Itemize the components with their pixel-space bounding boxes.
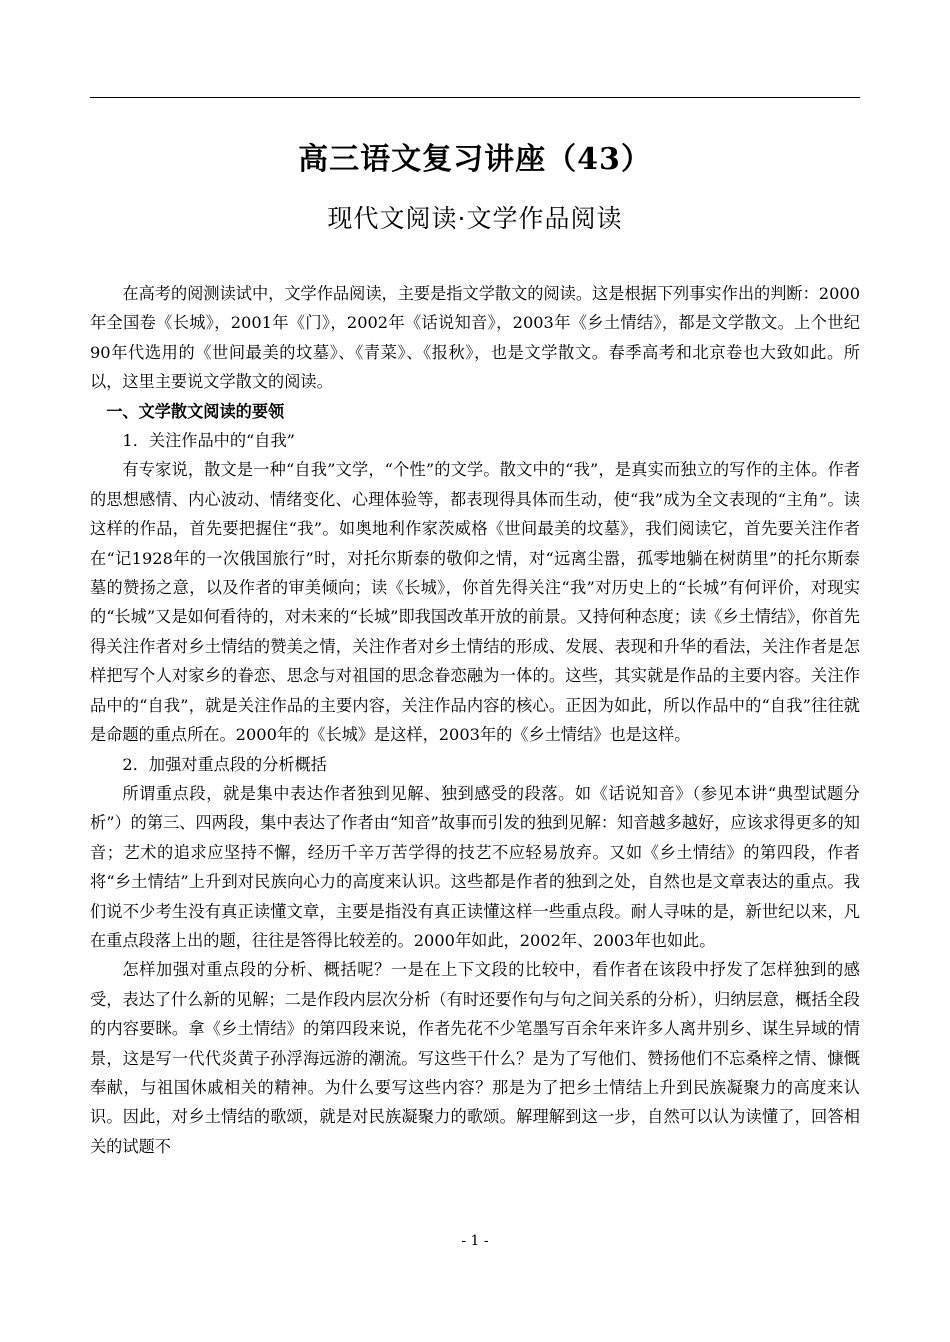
- intro-paragraph: 在高考的阅测读试中，文学作品阅读，主要是指文学散文的阅读。这是根据下列事实作出的判断：2000年全国卷《长城》，2001年《门》，2002年《话说知音》，2003年《乡土情结》，都是文学散文。上个世纪90年代选用的《世间最美的坟墓》、《青菜》、《报秋》，也是文学散文。春季高考和北京卷也大致如此。所以，这里主要说文学散文的阅读。: [90, 284, 860, 392]
- document-title: 高三语文复习讲座（43）: [298, 142, 652, 177]
- document-body: [90, 279, 860, 1161]
- point-heading: 1．关注作品中的“自我”: [122, 431, 295, 451]
- document-subtitle: 现代文阅读·文学作品阅读: [327, 204, 623, 233]
- body-paragraph: 所谓重点段，就是集中表达作者独到见解、独到感受的段落。如《话说知音》（参见本讲“典型试题分析”）的第三、四两段，集中表达了作者由“知音”故事而引发的独到见解：知音越多越好，应该求得更多的知音；艺术的追求应坚持不懈，经历千辛万苦学得的技艺不应轻易放弃。又如《乡土情结》的第四段，作者将“乡土情结”上升到对民族向心力的高度来认识。这些都是作者的独到之处，自然也是文章表达的重点。我们说不少考生没有真正读懂文章，主要是指没有真正读懂这样一些重点段。耐人寻味的是，新世纪以来，凡在重点段落上出的题，往往是答得比较差的。2000年如此，2002年、2003年也如此。: [90, 783, 860, 950]
- body-paragraph: 有专家说，散文是一种“自我”文学，“个性”的文学。散文中的“我”，是真实而独立的写作的主体。作者的思想感情、内心波动、情绪变化、心理体验等，都表现得具体而生动，使“我”成为全文表现的“主角”。读这样的作品，首先要把握住“我”。如奥地利作家茨威格《世间最美的坟墓》，我们阅读它，首先要关注作者在“记1928年的一次俄国旅行”时，对托尔斯泰的敬仰之情，对“远离尘嚣，孤零地躺在树荫里”的托尔斯泰墓的赞扬之意，以及作者的审美倾向；读《长城》，你首先得关注“我”对历史上的“长城”有何评价，对现实的“长城”又是如何看待的，对未来的“长城”即我国改革开放的前景。又持何种态度；读《乡土情结》，你首先得关注作者对乡土情结的赞美之情，关注作者对乡土情结的形成、发展、表现和升华的看法，关注作者是怎样把写个人对家乡的眷恋、思念与对祖国的思念眷恋融为一体的。这些，其实就是作品的主要内容。关注作品中的“自我”，就是关注作品的主要内容，关注作品内容的核心。正因为如此，所以作品中的“自我”往往就是命题的重点所在。2000年的《长城》是这样，2003年的《乡土情结》也是这样。: [90, 460, 860, 745]
- point-heading: 2．加强对重点段的分析概括: [122, 754, 327, 774]
- section-heading: 一、文学散文阅读的要领: [106, 401, 285, 421]
- page-number: - 1 -: [461, 1233, 489, 1249]
- body-paragraph: 怎样加强对重点段的分析、概括呢？一是在上下文段的比较中，看作者在该段中抒发了怎样独到的感受，表达了什么新的见解；二是作段内层次分析（有时还要作句与句之间关系的分析），归纳层意，概括全段的内容要眯。拿《乡土情结》的第四段来说，作者先花不少笔墨写百余年来许多人离井别乡、谋生异域的情景，这是写一代代炎黄子孙浮海远游的潮流。写这些干什么？是为了写他们、赞扬他们不忘桑梓之情、慷慨奉献，与祖国休戚相关的精神。为什么要写这些内容？那是为了把乡土情结上升到民族凝聚力的高度来认识。因此，对乡土情结的歌颂，就是对民族凝聚力的歌颂。解理解到这一步，自然可以认为读懂了，回答相关的试题不: [90, 960, 860, 1156]
- header-rule: [90, 97, 860, 98]
